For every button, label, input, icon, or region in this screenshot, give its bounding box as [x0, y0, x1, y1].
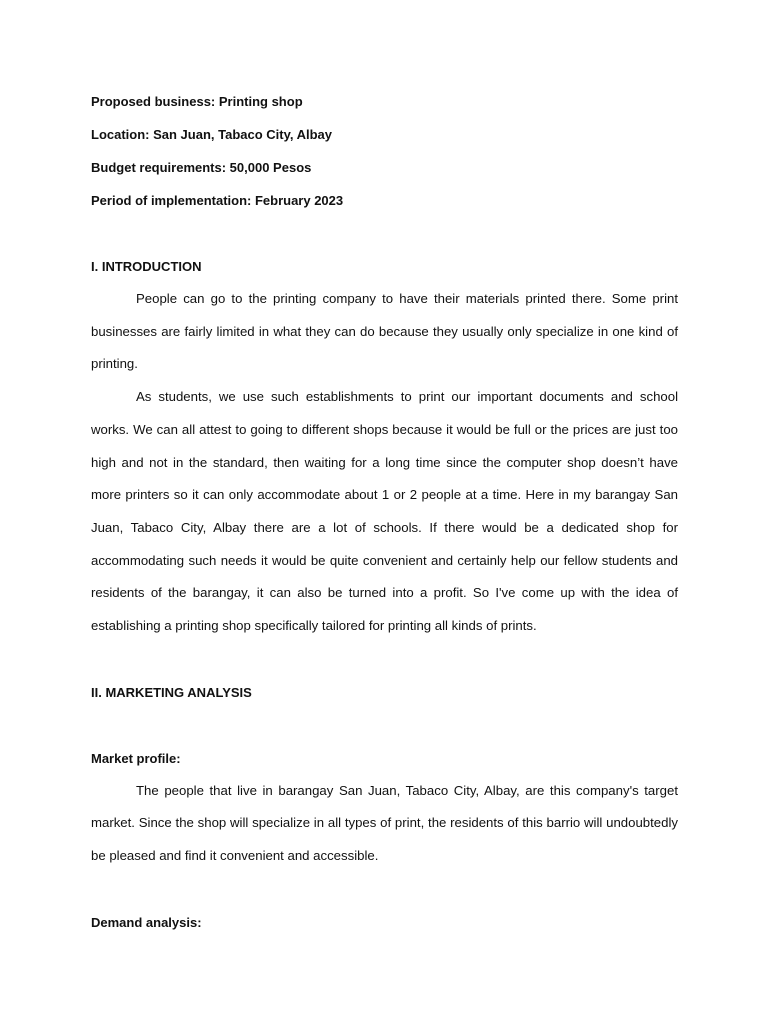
document-body — [91, 85, 678, 939]
spacer — [91, 709, 678, 742]
location-line: Location: San Juan, Tabaco City, Albay — [91, 127, 333, 142]
spacer — [91, 873, 678, 906]
spacer — [91, 217, 678, 250]
marketing-analysis-heading: II. MARKETING ANALYSIS — [91, 684, 252, 700]
spacer — [91, 643, 678, 676]
demand-analysis-heading: Demand analysis: — [91, 914, 202, 930]
proposed-business-line: Proposed business: Printing shop — [91, 94, 303, 109]
period-line: Period of implementation: February 2023 — [91, 193, 344, 208]
market-profile-heading: Market profile: — [91, 750, 181, 766]
market-profile-paragraph: The people that live in barangay San Juan, Tabaco City, Albay, are this company's target market. Since the shop will specialize in all types of print, the residents of this barrio will undoubtedly be pleased and find it convenient and accessible. — [91, 782, 678, 864]
introduction-paragraph-2: As students, we use such establishments to print our important documents and school works. We can all attest to going to different shops because it would be full or the prices are just too high and not in the standard, then waiting for a long time since the computer shop doesn’t have more printers so it can only accommodate about 1 or 2 people at a time. Here in my barangay San Juan, Tabaco City, Albay there are a lot of schools. If there would be a dedicated shop for accommodating such needs it would be quite convenient and certainly help our fellow students and residents of the barangay, it can also be turned into a profit. So I've come up with the idea of establishing a printing shop specifically tailored for printing all kinds of prints. — [91, 389, 678, 634]
introduction-paragraph-1: People can go to the printing company to have their materials printed there. Some print businesses are fairly limited in what they can do because they usually only specialize in one kind of printing. — [91, 291, 678, 372]
budget-line: Budget requirements: 50,000 Pesos — [91, 160, 312, 175]
introduction-heading: I. INTRODUCTION — [91, 259, 202, 274]
